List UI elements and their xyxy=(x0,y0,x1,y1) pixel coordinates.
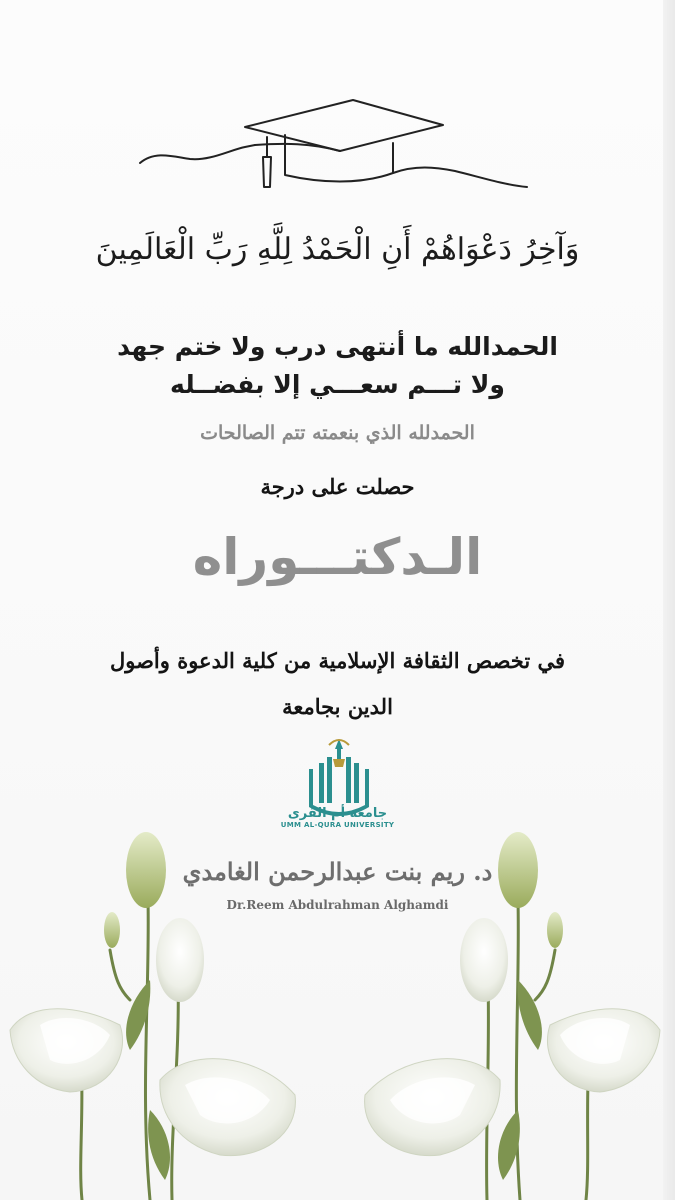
degree-title: الـدكتـــوراه xyxy=(192,528,483,586)
bud-left-2 xyxy=(104,912,120,948)
poem-line-2: ولا تـــم سعـــي إلا بفضــله xyxy=(170,370,505,399)
specialization-line-2: الدين بجامعة xyxy=(282,694,393,719)
praise-line: الحمدلله الذي بنعمته تتم الصالحات xyxy=(200,422,475,444)
bud-right-3 xyxy=(460,918,508,1002)
bud-left-3 xyxy=(156,918,204,1002)
university-name-ar: جامعة أم القرى xyxy=(287,806,388,821)
white-lisianthus-flowers xyxy=(0,830,675,1200)
poem xyxy=(50,328,625,404)
specialization xyxy=(70,638,605,730)
specialization-line-1: في تخصص الثقافة الإسلامية من كلية الدعوة وأصول xyxy=(109,648,566,673)
bud-left-1 xyxy=(126,832,166,908)
bud-right-1 xyxy=(498,832,538,908)
quran-verse: وَآخِرُ دَعْوَاهُمْ أَنِ الْحَمْدُ لِلَّهِ رَبِّ الْعَالَمِينَ xyxy=(95,232,580,267)
recipient-name-ar: د. ريم بنت عبدالرحمن الغامدي xyxy=(182,857,493,886)
bud-right-2 xyxy=(547,912,563,948)
recipient-name-en: Dr.Reem Abdulrahman Alghamdi xyxy=(226,898,449,912)
poem-line-1: الحمدالله ما أنتهى درب ولا ختم جهد xyxy=(117,332,558,361)
university-name-en: UMM AL-QURA UNIVERSITY xyxy=(280,821,395,829)
university-name xyxy=(270,806,405,829)
obtained-degree-label: حصلت على درجة xyxy=(260,474,415,499)
graduation-cap-icon xyxy=(135,95,535,205)
